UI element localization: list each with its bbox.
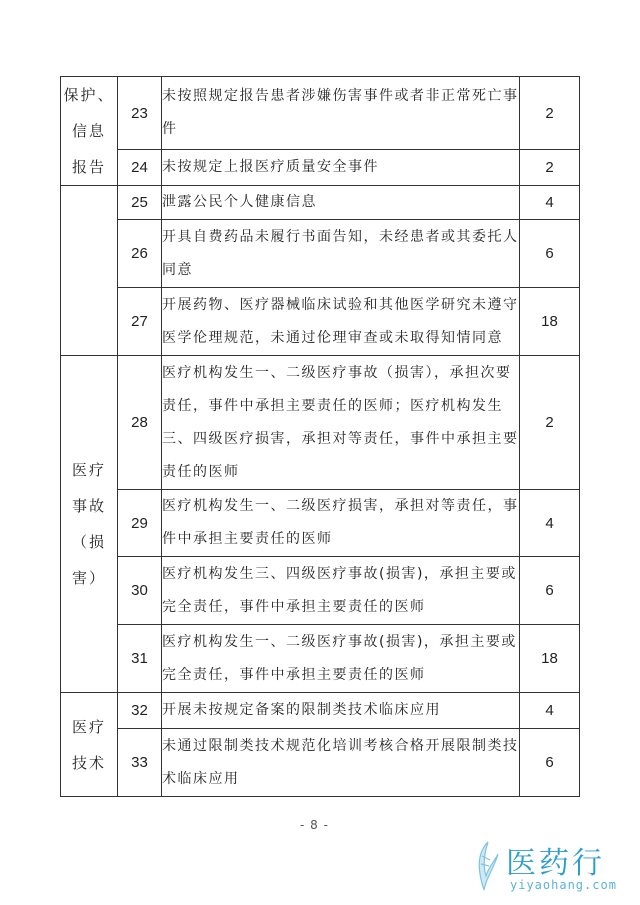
table-row	[61, 220, 580, 288]
category-cell-empty	[61, 186, 118, 356]
table-row	[61, 150, 580, 186]
watermark-subtitle: yiyaohang.com	[510, 878, 617, 892]
item-score: 4	[520, 693, 580, 729]
table-row	[61, 186, 580, 220]
item-description: 未按照规定报告患者涉嫌伤害事件或者非正常死亡事件	[162, 77, 520, 150]
item-number: 27	[118, 288, 162, 356]
item-description: 开具自费药品未履行书面告知，未经患者或其委托人同意	[162, 220, 520, 288]
watermark	[472, 836, 632, 896]
category-cell	[61, 77, 118, 186]
watermark-logo-icon	[472, 838, 504, 896]
table-row	[61, 490, 580, 557]
item-number: 24	[118, 150, 162, 186]
category-line: 报告	[71, 158, 106, 176]
item-score: 18	[520, 625, 580, 693]
item-number: 23	[118, 77, 162, 150]
item-number: 33	[118, 729, 162, 797]
deduction-table	[60, 76, 580, 797]
table-row	[61, 729, 580, 797]
category-line: 技术	[71, 753, 106, 772]
item-score: 2	[520, 150, 580, 186]
item-description: 医疗机构发生一、二级医疗事故(损害)，承担主要或完全责任，事件中承担主要责任的医师	[162, 625, 520, 693]
category-line: 害）	[71, 569, 106, 587]
item-score: 2	[520, 77, 580, 150]
table-row	[61, 288, 580, 356]
category-line: 医疗	[71, 717, 106, 736]
item-number: 26	[118, 220, 162, 288]
item-number: 32	[118, 693, 162, 729]
category-line: 信息	[71, 122, 106, 140]
item-score: 4	[520, 490, 580, 557]
page-number: - 8 -	[300, 818, 329, 832]
category-cell	[61, 356, 118, 693]
item-score: 6	[520, 220, 580, 288]
table-row	[61, 625, 580, 693]
category-line: 事故	[71, 497, 106, 515]
item-description: 未按规定上报医疗质量安全事件	[162, 150, 520, 186]
item-number: 31	[118, 625, 162, 693]
item-description: 未通过限制类技术规范化培训考核合格开展限制类技术临床应用	[162, 729, 520, 797]
item-description: 医疗机构发生一、二级医疗事故（损害），承担次要责任，事件中承担主要责任的医师；医疗机构发生三、四级医疗损害，承担对等责任，事件中承担主要责任的医师	[162, 356, 520, 490]
item-number: 25	[118, 186, 162, 220]
category-line: （损	[71, 533, 106, 551]
category-line: 保护、	[63, 86, 115, 104]
table-row	[61, 693, 580, 729]
item-number: 29	[118, 490, 162, 557]
item-score: 2	[520, 356, 580, 490]
watermark-title: 医药行	[506, 846, 605, 881]
item-score: 18	[520, 288, 580, 356]
item-number: 28	[118, 356, 162, 490]
item-score: 6	[520, 557, 580, 625]
item-score: 4	[520, 186, 580, 220]
item-description: 开展药物、医疗器械临床试验和其他医学研究未遵守医学伦理规范，未通过伦理审查或未取得知情同意	[162, 288, 520, 356]
item-score: 6	[520, 729, 580, 797]
table-row	[61, 77, 580, 150]
item-description: 泄露公民个人健康信息	[162, 186, 520, 220]
item-description: 医疗机构发生三、四级医疗事故(损害)，承担主要或完全责任，事件中承担主要责任的医师	[162, 557, 520, 625]
category-line: 医疗	[71, 461, 106, 479]
item-number: 30	[118, 557, 162, 625]
item-description: 开展未按规定备案的限制类技术临床应用	[162, 693, 520, 729]
table-row	[61, 356, 580, 490]
item-description: 医疗机构发生一、二级医疗损害，承担对等责任，事件中承担主要责任的医师	[162, 490, 520, 557]
table-row	[61, 557, 580, 625]
category-cell	[61, 693, 118, 797]
